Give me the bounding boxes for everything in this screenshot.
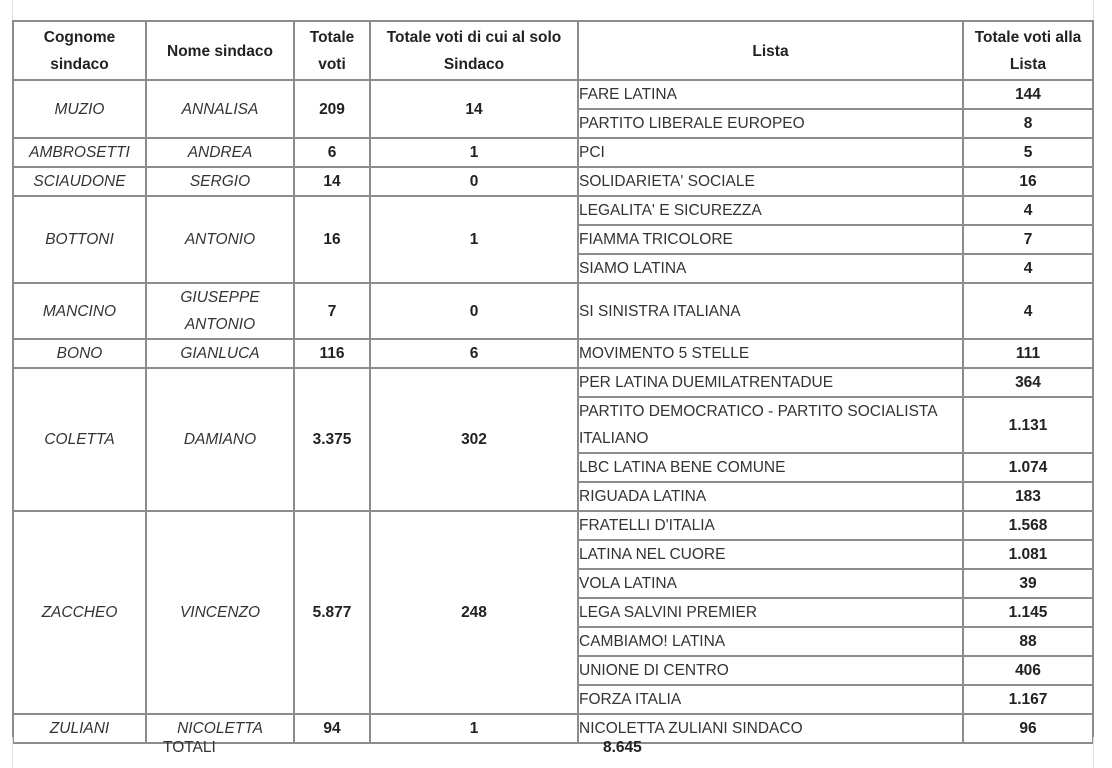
list-votes: 1.167 bbox=[963, 685, 1093, 714]
list-votes: 7 bbox=[963, 225, 1093, 254]
results-body bbox=[13, 80, 1093, 743]
candidate-name: GIANLUCA bbox=[146, 339, 294, 368]
list-name: RIGUADA LATINA bbox=[578, 482, 963, 511]
totals-label: TOTALI bbox=[163, 739, 216, 756]
candidate-total-votes: 5.877 bbox=[294, 511, 370, 714]
list-name: FORZA ITALIA bbox=[578, 685, 963, 714]
list-votes: 1.074 bbox=[963, 453, 1093, 482]
list-votes: 183 bbox=[963, 482, 1093, 511]
candidate-total-votes: 14 bbox=[294, 167, 370, 196]
list-name: CAMBIAMO! LATINA bbox=[578, 627, 963, 656]
candidate-surname: BONO bbox=[13, 339, 146, 368]
list-votes: 96 bbox=[963, 714, 1093, 743]
table-row bbox=[13, 283, 1093, 339]
candidate-total-votes: 94 bbox=[294, 714, 370, 743]
table-row bbox=[13, 368, 1093, 397]
header-lista: Lista bbox=[578, 21, 963, 80]
list-votes: 39 bbox=[963, 569, 1093, 598]
candidate-name: SERGIO bbox=[146, 167, 294, 196]
candidate-surname: SCIAUDONE bbox=[13, 167, 146, 196]
list-votes: 1.081 bbox=[963, 540, 1093, 569]
table-row bbox=[13, 167, 1093, 196]
candidate-only-votes: 1 bbox=[370, 196, 578, 283]
list-votes: 1.131 bbox=[963, 397, 1093, 453]
candidate-name: DAMIANO bbox=[146, 368, 294, 511]
list-votes: 144 bbox=[963, 80, 1093, 109]
list-name: LEGA SALVINI PREMIER bbox=[578, 598, 963, 627]
table-row bbox=[13, 511, 1093, 540]
list-name: PARTITO LIBERALE EUROPEO bbox=[578, 109, 963, 138]
candidate-only-votes: 302 bbox=[370, 368, 578, 511]
candidate-only-votes: 1 bbox=[370, 714, 578, 743]
list-name: SIAMO LATINA bbox=[578, 254, 963, 283]
candidate-total-votes: 16 bbox=[294, 196, 370, 283]
list-votes: 364 bbox=[963, 368, 1093, 397]
list-name: FIAMMA TRICOLORE bbox=[578, 225, 963, 254]
list-votes: 4 bbox=[963, 196, 1093, 225]
top-divider bbox=[12, 0, 1094, 21]
list-votes: 8 bbox=[963, 109, 1093, 138]
candidate-name: VINCENZO bbox=[146, 511, 294, 714]
list-votes: 88 bbox=[963, 627, 1093, 656]
list-name: UNIONE DI CENTRO bbox=[578, 656, 963, 685]
list-name: LEGALITA' E SICUREZZA bbox=[578, 196, 963, 225]
candidate-total-votes: 7 bbox=[294, 283, 370, 339]
table-row bbox=[13, 196, 1093, 225]
list-name: LBC LATINA BENE COMUNE bbox=[578, 453, 963, 482]
list-votes: 406 bbox=[963, 656, 1093, 685]
candidate-only-votes: 14 bbox=[370, 80, 578, 138]
candidate-name: ANTONIO bbox=[146, 196, 294, 283]
header-row bbox=[13, 21, 1093, 80]
candidate-only-votes: 0 bbox=[370, 167, 578, 196]
list-votes: 1.568 bbox=[963, 511, 1093, 540]
header-voti-lista: Totale voti alla Lista bbox=[963, 21, 1093, 80]
header-totale-voti: Totale voti bbox=[294, 21, 370, 80]
list-name: SI SINISTRA ITALIANA bbox=[578, 283, 963, 339]
list-votes: 111 bbox=[963, 339, 1093, 368]
list-name: NICOLETTA ZULIANI SINDACO bbox=[578, 714, 963, 743]
header-solo-sindaco: Totale voti di cui al solo Sindaco bbox=[370, 21, 578, 80]
candidate-surname: BOTTONI bbox=[13, 196, 146, 283]
list-name: MOVIMENTO 5 STELLE bbox=[578, 339, 963, 368]
list-name: VOLA LATINA bbox=[578, 569, 963, 598]
candidate-total-votes: 116 bbox=[294, 339, 370, 368]
candidate-surname: AMBROSETTI bbox=[13, 138, 146, 167]
header-cognome: Cognome sindaco bbox=[13, 21, 146, 80]
list-name: PARTITO DEMOCRATICO - PARTITO SOCIALISTA ITALIANO bbox=[578, 397, 963, 453]
candidate-surname: COLETTA bbox=[13, 368, 146, 511]
candidate-surname: MUZIO bbox=[13, 80, 146, 138]
table-row bbox=[13, 138, 1093, 167]
candidate-surname: MANCINO bbox=[13, 283, 146, 339]
candidate-name: ANDREA bbox=[146, 138, 294, 167]
candidate-only-votes: 1 bbox=[370, 138, 578, 167]
list-name: FRATELLI D'ITALIA bbox=[578, 511, 963, 540]
totals-value: 8.645 bbox=[603, 739, 642, 756]
candidate-total-votes: 209 bbox=[294, 80, 370, 138]
table-row bbox=[13, 339, 1093, 368]
candidate-name: GIUSEPPE ANTONIO bbox=[146, 283, 294, 339]
list-name: PCI bbox=[578, 138, 963, 167]
candidate-total-votes: 3.375 bbox=[294, 368, 370, 511]
totals-row bbox=[12, 737, 1094, 768]
candidate-name: ANNALISA bbox=[146, 80, 294, 138]
candidate-total-votes: 6 bbox=[294, 138, 370, 167]
list-name: LATINA NEL CUORE bbox=[578, 540, 963, 569]
candidate-only-votes: 0 bbox=[370, 283, 578, 339]
list-votes: 16 bbox=[963, 167, 1093, 196]
list-votes: 5 bbox=[963, 138, 1093, 167]
list-name: SOLIDARIETA' SOCIALE bbox=[578, 167, 963, 196]
list-votes: 4 bbox=[963, 254, 1093, 283]
list-votes: 4 bbox=[963, 283, 1093, 339]
list-name: PER LATINA DUEMILATRENTADUE bbox=[578, 368, 963, 397]
candidate-surname: ZACCHEO bbox=[13, 511, 146, 714]
list-votes: 1.145 bbox=[963, 598, 1093, 627]
candidate-only-votes: 6 bbox=[370, 339, 578, 368]
table-row bbox=[13, 80, 1093, 109]
election-results-table bbox=[12, 20, 1094, 744]
candidate-only-votes: 248 bbox=[370, 511, 578, 714]
candidate-name: NICOLETTA bbox=[146, 714, 294, 743]
list-name: FARE LATINA bbox=[578, 80, 963, 109]
candidate-surname: ZULIANI bbox=[13, 714, 146, 743]
header-nome: Nome sindaco bbox=[146, 21, 294, 80]
